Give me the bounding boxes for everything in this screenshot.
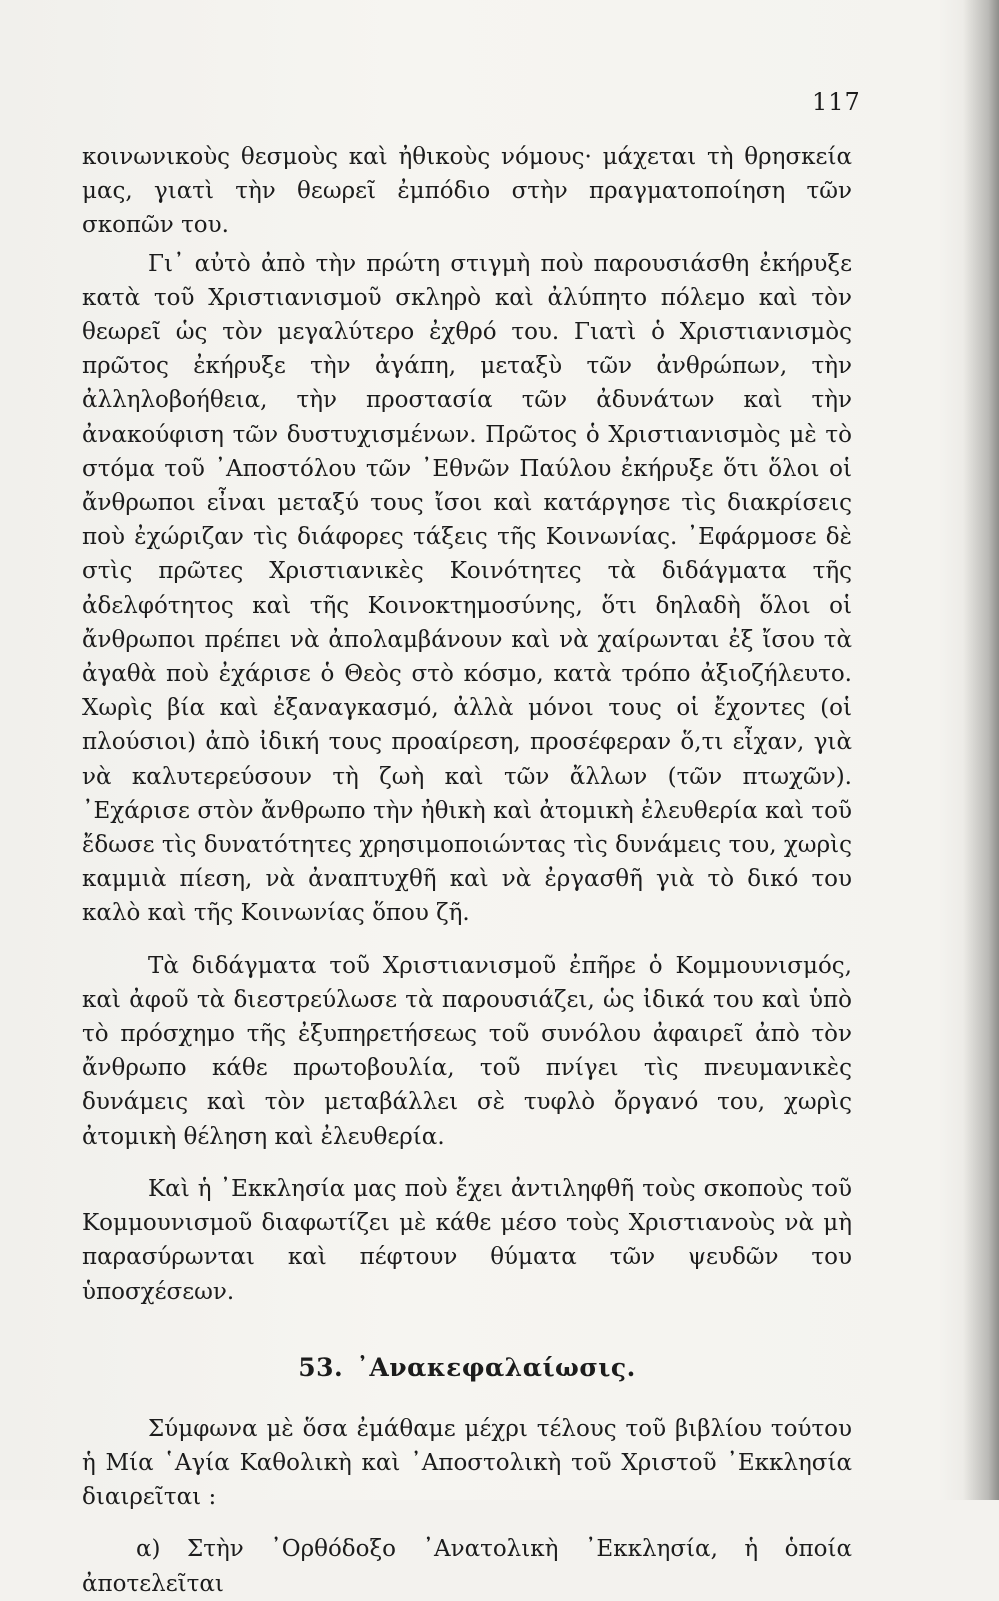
paragraph-3: Τὰ διδάγματα τοῦ Χριστιανισμοῦ ἐπῆρε ὁ Κομμουνισμός, καὶ ἀφοῦ τὰ διεστρεύλωσε τὰ παρουσιάζει, ὡς ἰδικά του καὶ ὑπὸ τὸ πρόσχημο τῆς ἐξυπηρετήσεως τοῦ συνόλου ἀφαιρεῖ ἀπὸ τὸν ἄνθρωπο κάθε πρωτοβουλία, τοῦ πνίγει τὶς πνευμανικὲς δυνάμεις καὶ τὸν μεταβάλλει σὲ τυφλὸ ὄργανό του, χωρὶς ἀτομικὴ θέληση καὶ ἐλευθερία. [82,952,852,1150]
paragraph-4: Καὶ ἡ ᾿Εκκλησία μας ποὺ ἔχει ἀντιληφθῆ τοὺς σκοποὺς τοῦ Κομμουνισμοῦ διαφωτίζει μὲ κάθε μέσο τοὺς Χριστιανοὺς νὰ μὴ παρασύρωνται καὶ πέφτουν θύματα τῶν ψευδῶν του ὑποσχέσεων. [82,1175,852,1305]
paragraph-1: κοινωνικοὺς θεσμοὺς καὶ ἠθικοὺς νόμους· μάχεται τὴ θρησκεία μας, γιατὶ τὴν θεωρεῖ ἐμπόδιο στὴν πραγματοποίηση τῶν σκοπῶν του. [82,144,852,239]
section-heading [82,1353,852,1382]
list-item-a: α) Στὴν ᾿Ορθόδοξο ᾿Ανατολικὴ ᾿Εκκλησία, ἡ ὁποία ἀποτελεῖται [82,1536,852,1597]
body-text [82,140,852,1601]
paragraph-2: Γι᾿ αὐτὸ ἀπὸ τὴν πρώτη στιγμὴ ποὺ παρουσιάσθη ἐκήρυξε κατὰ τοῦ Χριστιανισμοῦ σκληρὸ καὶ ἀλύπητο πόλεμο καὶ τὸν θεωρεῖ ὡς τὸν μεγαλύτερο ἐχθρό του. Γιατὶ ὁ Χριστιανισμὸς πρῶτος ἐκήρυξε τὴν ἀγάπη, μεταξὺ τῶν ἀνθρώπων, τὴν ἀλληλοβοήθεια, τὴν προστασία τῶν ἀδυνάτων καὶ τὴν ἀνακούφιση τῶν δυστυχισμένων. Πρῶτος ὁ Χριστιανισμὸς μὲ τὸ στόμα τοῦ ᾿Αποστόλου τῶν ᾿Εθνῶν Παύλου ἐκήρυξε ὅτι ὅλοι οἱ ἄνθρωποι εἶναι μεταξύ τους ἴσοι καὶ κατάργησε τὶς διακρίσεις ποὺ ἐχώριζαν τὶς διάφορες τάξεις τῆς Κοινωνίας. ᾿Εφάρμοσε δὲ στὶς πρῶτες Χριστιανικὲς Κοινότητες τὰ διδάγματα τῆς ἀδελφότητος καὶ τῆς Κοινοκτημοσύνης, ὅτι δηλαδὴ ὅλοι οἱ ἄνθρωποι πρέπει νὰ ἀπολαμβάνουν καὶ νὰ χαίρωνται ἐξ ἴσου τὰ ἀγαθὰ ποὺ ἐχάρισε ὁ Θεὸς στὸ κόσμο, κατὰ τρόπο ἀξιοζήλευτο. Χωρὶς βία καὶ ἐξαναγκασμό, ἀλλὰ μόνοι τους οἱ ἔχοντες (οἱ πλούσιοι) ἀπὸ ἰδική τους προαίρεση, προσέφεραν ὅ,τι εἶχαν, γιὰ νὰ καλυτερεύσουν τὴ ζωὴ καὶ τῶν ἄλλων (τῶν πτωχῶν). ᾿Εχάρισε στὸν ἄνθρωπο τὴν ἠθικὴ καὶ ἀτομικὴ ἐλευθερία καὶ τοῦ ἔδωσε τὶς δυνατότητες χρησιμοποιώντας τὶς δυνάμεις του, χωρὶς καμμιὰ πίεση, νὰ ἀναπτυχθῆ καὶ νὰ ἐργασθῆ γιὰ τὸ δικό του καλὸ καὶ τῆς Κοινωνίας ὅπου ζῆ. [82,250,852,927]
section-title: ᾿Ανακεφαλαίωσις. [356,1352,636,1382]
page-edge-shadow [963,0,999,1500]
section-paragraph-1: Σύμφωνα μὲ ὅσα ἐμάθαμε μέχρι τέλους τοῦ βιβλίου τούτου ἡ Μία ῾Αγία Καθολικὴ καὶ ᾿Αποστολικὴ τοῦ Χριστοῦ ᾿Εκκλησία διαιρεῖται : [82,1415,852,1511]
page-number: 117 [812,88,861,116]
section-number: 53. [298,1352,344,1382]
